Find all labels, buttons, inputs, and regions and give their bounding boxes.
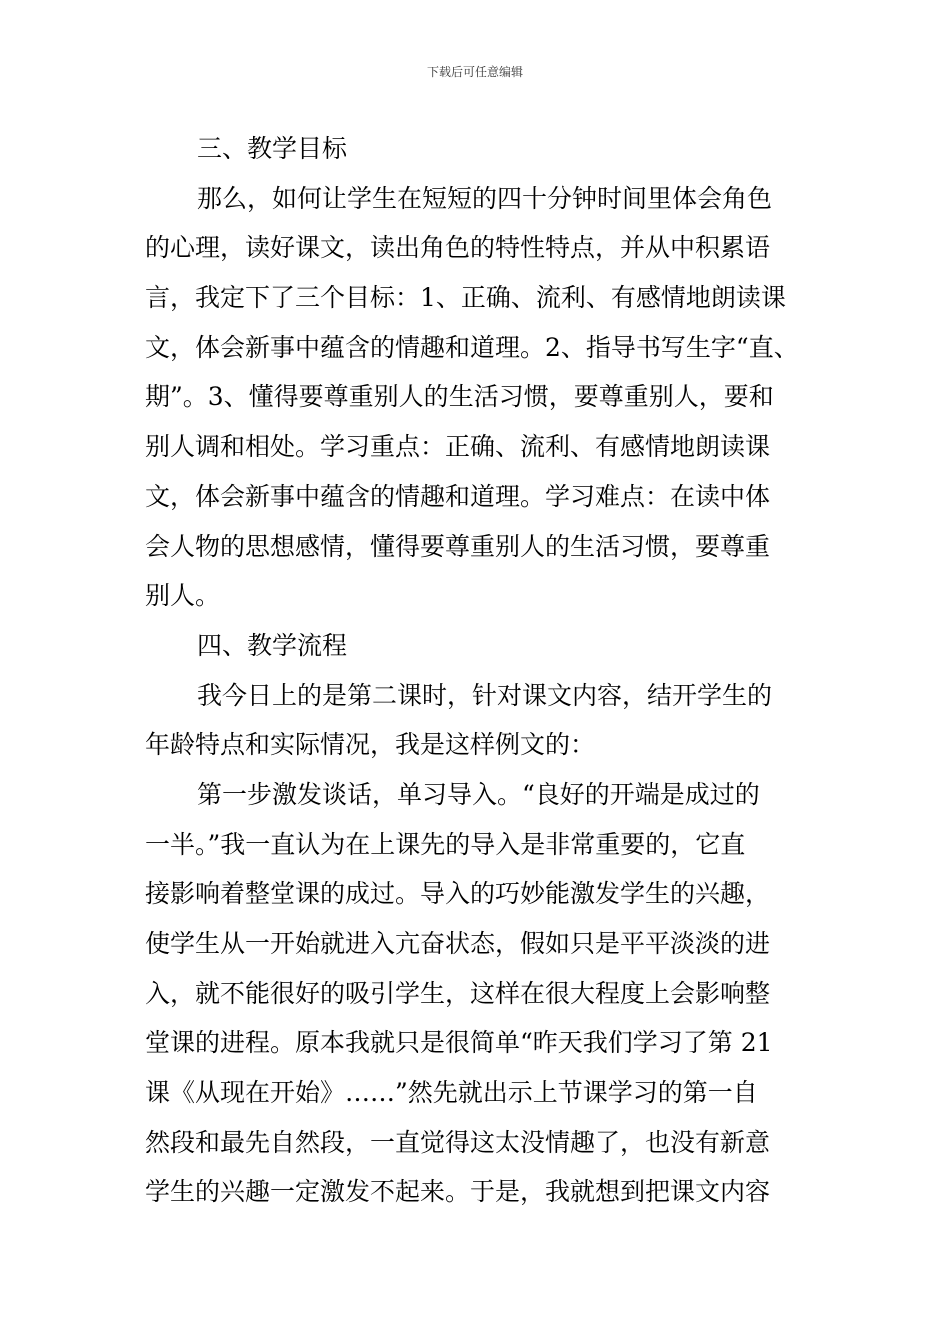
text-line: 然段和最先自然段，一直觉得这太没情趣了，也没有新意 xyxy=(145,1127,771,1157)
text-line: 年龄特点和实际情况，我是这样例文的： xyxy=(145,730,596,760)
text-line: 一半。”我一直认为在上课先的导入是非常重要的，它直 xyxy=(145,829,746,859)
text-line: 文，体会新事中蕴含的情趣和道理。2、指导书写生字“直、 xyxy=(145,332,799,362)
text-line: 别人。 xyxy=(145,581,221,611)
text-line: 我今日上的是第二课时，针对课文内容，结开学生的 xyxy=(197,680,773,710)
section-heading-objectives: 三、教学目标 xyxy=(197,134,348,163)
text-line: 那么，如何让学生在短短的四十分钟时间里体会角色 xyxy=(197,183,773,213)
document-body xyxy=(145,124,811,1217)
text-line: 文，体会新事中蕴含的情趣和道理。学习难点：在读中体 xyxy=(145,481,771,511)
text-line: 言，我定下了三个目标：1、正确、流利、有感情地朗读课 xyxy=(145,283,786,313)
text-line: 堂课的进程。原本我就只是很简单“昨天我们学习了第 21 xyxy=(145,1028,773,1058)
text-line: 期”。3、懂得要尊重别人的生活习惯，要尊重别人，要和 xyxy=(145,382,774,412)
section-heading-process: 四、教学流程 xyxy=(197,630,348,660)
text-line: 第一步激发谈话，单习导入。“良好的开端是成过的 xyxy=(197,779,760,809)
text-line: 课《从现在开始》……”然先就出示上节课学习的第一自 xyxy=(145,1078,758,1108)
text-line: 接影响着整堂课的成过。导入的巧妙能激发学生的兴趣， xyxy=(145,879,771,909)
text-line: 使学生从一开始就进入亢奋状态，假如只是平平淡淡的进 xyxy=(145,929,771,958)
text-line: 学生的兴趣一定激发不起来。于是，我就想到把课文内容 xyxy=(145,1177,771,1207)
text-line: 的心理，读好课文，读出角色的特性特点，并从中积累语 xyxy=(145,233,771,263)
text-line: 别人调和相处。学习重点：正确、流利、有感情地朗读课 xyxy=(145,432,771,462)
page-header: 下载后可任意编辑 xyxy=(426,65,523,79)
text-line: 会人物的思想感情，懂得要尊重别人的生活习惯，要尊重 xyxy=(145,531,771,561)
text-line: 入，就不能很好的吸引学生，这样在很大程度上会影响整 xyxy=(145,978,771,1008)
